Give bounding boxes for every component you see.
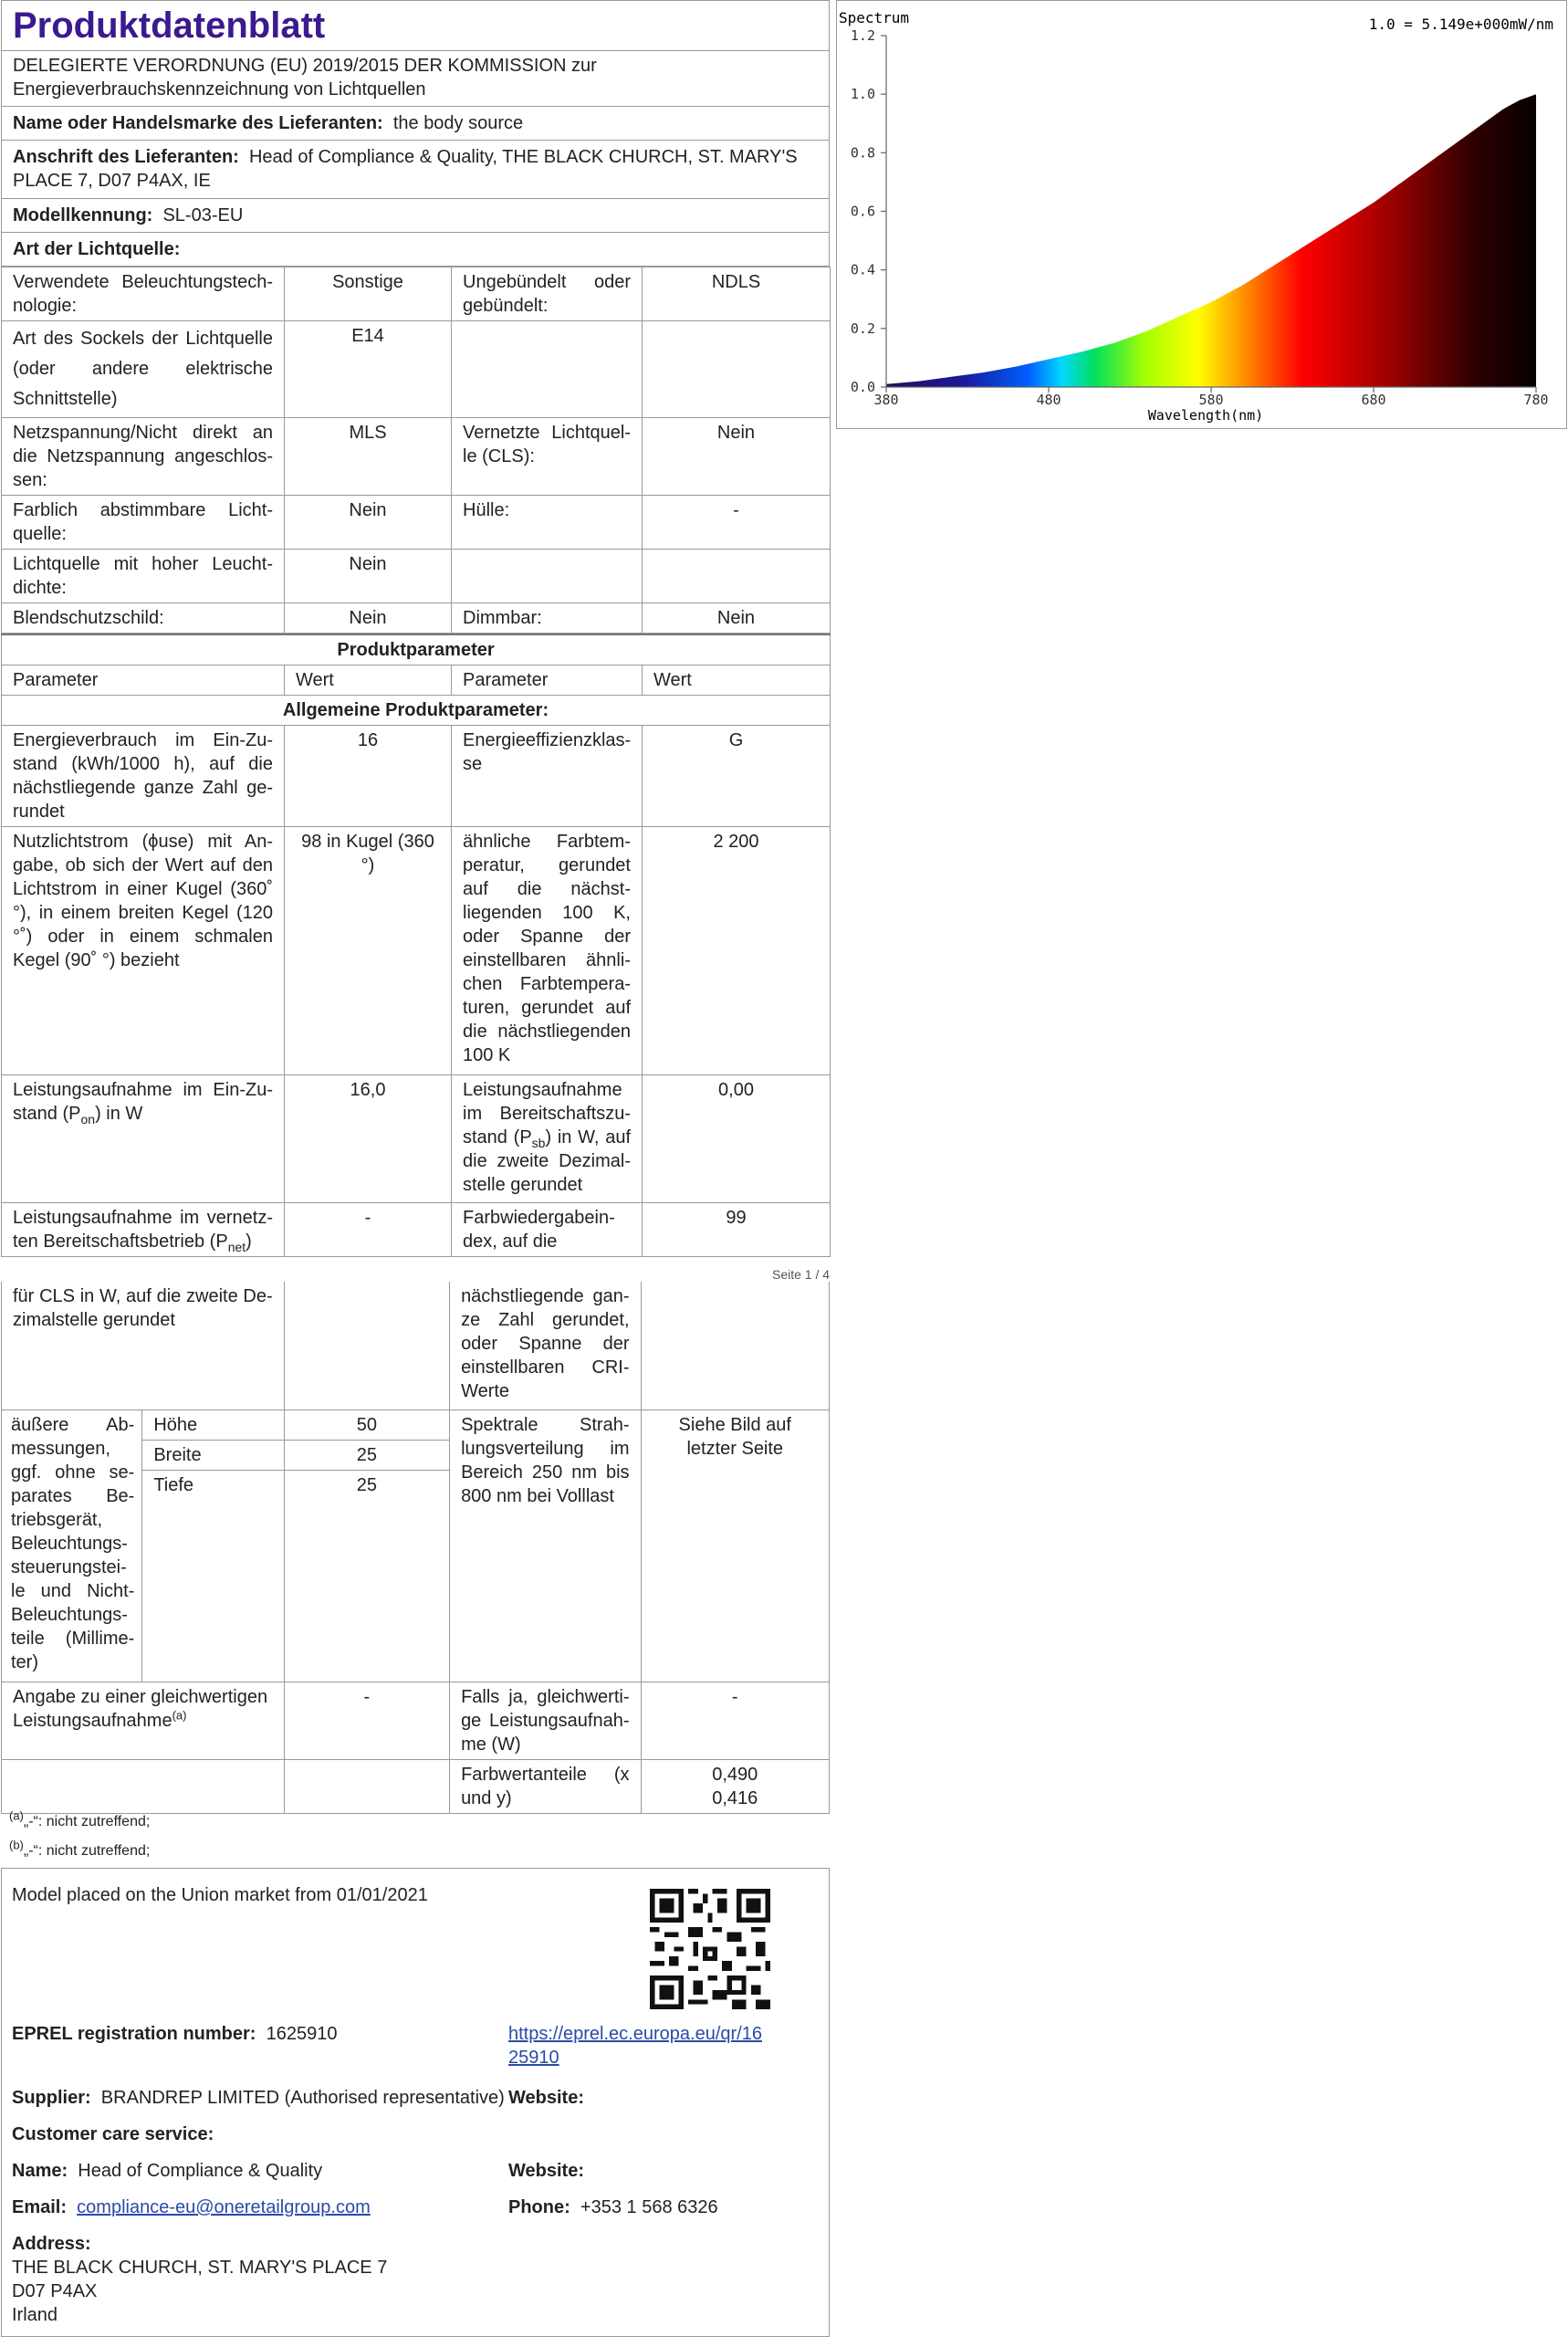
height-label: Höhe: [142, 1410, 284, 1440]
type-row-label: Hülle:: [452, 496, 643, 550]
luminous-flux-value: 98 in Kugel (360 °): [285, 827, 452, 1075]
spectrum-area: [886, 94, 1536, 387]
dimensions-label: äußere Abmessungen, ggf. ohne separates Betriebsgerät, Beleuchtungssteuerungsteile und Nicht-Beleuchtungsteile (Millimeter): [2, 1410, 142, 1682]
eprel-value: 1625910: [266, 2024, 338, 2044]
type-row-value: Sonstige: [285, 267, 452, 321]
model-value: SL-03-EU: [162, 205, 244, 225]
power-on-value: 16,0: [285, 1075, 452, 1203]
customer-care-label: Customer care service:: [12, 2124, 214, 2144]
chromaticity-value: 0,490 0,416: [641, 1759, 829, 1813]
supplier-name-row: [2, 107, 830, 141]
y-tick-label: 0.0: [850, 379, 875, 395]
supplier-address-row: [2, 141, 830, 199]
type-row-value: MLS: [285, 418, 452, 496]
depth-value: 25: [284, 1470, 449, 1682]
width-label: Breite: [142, 1440, 284, 1470]
type-row-value: Nein: [285, 550, 452, 603]
phone-row: [508, 2196, 718, 2219]
website-label: Website:: [508, 2088, 584, 2108]
model-row: [2, 199, 830, 233]
email-row: [12, 2196, 371, 2219]
supplier-name-label: Name oder Handelsmarke des Lieferanten:: [13, 113, 383, 133]
params-col-header: Parameter: [452, 665, 643, 696]
power-networked-value: -: [285, 1203, 452, 1257]
type-row-label: [452, 550, 643, 603]
spectrum-chart: [836, 0, 1567, 429]
width-value: 25: [284, 1440, 449, 1470]
params-col-header: Wert: [285, 665, 452, 696]
contact-name-label: Name:: [12, 2161, 68, 2181]
equivalent-power-value: -: [284, 1682, 449, 1759]
type-row-label: Art des Sockels der Lichtquelle (oder andere elektrische Schnittstelle): [2, 321, 285, 418]
market-date-text: Model placed on the Union market from 01/01/2021: [12, 1885, 428, 1905]
type-row-label: Vernetzte Lichtquelle (CLS):: [452, 418, 643, 496]
power-standby-value: 0,00: [643, 1075, 831, 1203]
empty-cell: [641, 1282, 829, 1410]
address-line: THE BLACK CHURCH, ST. MARY'S PLACE 7: [12, 2258, 388, 2278]
address-label: Address:: [12, 2234, 91, 2254]
energy-consumption-value: 16: [285, 726, 452, 827]
equivalent-power-w-label: Falls ja, gleichwertige Leistungsaufnahme (W): [450, 1682, 641, 1759]
phone-value: +353 1 568 6326: [580, 2197, 718, 2217]
params-table-continued: [1, 1282, 830, 1814]
type-table: [1, 267, 831, 634]
equivalent-power-label: Angabe zu einer gleichwertigen Leistungsaufnahme$^{(a)}$: [2, 1682, 285, 1759]
regulation-text: DELEGIERTE VERORDNUNG (EU) 2019/2015 DER KOMMISSION zur Energieverbrauchskennzeichnung von Lichtquellen: [2, 51, 830, 107]
chromaticity-label: Farbwertanteile (x und y): [450, 1759, 641, 1813]
type-row-label: Ungebündelt oder gebündelt:: [452, 267, 643, 321]
page-number: Seite 1 / 4: [772, 1267, 831, 1282]
params-table: [1, 634, 831, 1257]
cct-label: ähnliche Farbtemperatur, gerundet auf die nächstliegenden 100 K, oder Spanne der einstellbaren ähnlichen Farbtemperaturen, gerundet auf die nächstliegenden 100 K: [452, 827, 643, 1075]
type-row-value: [643, 550, 831, 603]
type-row-value: Nein: [285, 603, 452, 634]
depth-label: Tiefe: [142, 1470, 284, 1682]
energy-class-value: G: [643, 726, 831, 827]
y-tick-label: 1.2: [850, 27, 875, 44]
energy-consumption-label: Energieverbrauch im Ein-Zustand (kWh/1000 h), auf die nächstliegende ganze Zahl gerundet: [2, 726, 285, 827]
cri-label-cont: nächstliegende ganze Zahl gerundet, oder Spanne der einstellbaren CRI-Werte: [450, 1282, 641, 1410]
y-ticks: [851, 27, 875, 395]
type-row-label: Lichtquelle mit hoher Leuchtdichte:: [2, 550, 285, 603]
type-row-label: Verwendete Beleuchtungstechnologie:: [2, 267, 285, 321]
contact-name-value: Head of Compliance & Quality: [78, 2161, 323, 2181]
eprel-label: EPREL registration number:: [12, 2024, 256, 2044]
type-row-value: NDLS: [643, 267, 831, 321]
type-row-value: Nein: [643, 418, 831, 496]
phone-label: Phone:: [508, 2197, 570, 2217]
supplier-value: BRANDREP LIMITED (Authorised representative): [100, 2088, 505, 2108]
equivalent-power-w-value: -: [641, 1682, 829, 1759]
type-row-value: [643, 321, 831, 418]
spectrum-plot: [837, 1, 1566, 428]
datasheet: [1, 0, 830, 1257]
light-source-type-label: Art der Lichtquelle:: [2, 233, 830, 267]
website-label-2: Website:: [508, 2161, 584, 2181]
eprel-link[interactable]: https://eprel.ec.europa.eu/qr/16 25910: [508, 2024, 762, 2068]
x-ticks: [873, 392, 1548, 408]
params-col-header: Parameter: [2, 665, 285, 696]
email-link[interactable]: compliance-eu@oneretailgroup.com: [77, 2197, 371, 2217]
luminous-flux-label: Nutzlichtstrom (ϕuse) mit Angabe, ob sich der Wert auf den Lichtstrom in einer Kugel (360˚ °), in einem breiten Kegel (120 °˚) oder in einem schmalen Kegel (90˚ °) bezieht: [2, 827, 285, 1075]
empty-cell: [284, 1282, 449, 1410]
type-row-label: Dimmbar:: [452, 603, 643, 634]
x-tick-label: 380: [873, 392, 899, 408]
x-axis-label: Wavelength(nm): [1147, 407, 1264, 424]
address-line: Irland: [12, 2305, 58, 2325]
chart-annotation: 1.0 = 5.149e+000mW/nm: [1368, 16, 1553, 33]
y-tick-label: 0.2: [850, 320, 875, 337]
type-row-label: Farblich abstimmbare Lichtquelle:: [2, 496, 285, 550]
x-tick-label: 480: [1036, 392, 1061, 408]
x-tick-label: 780: [1523, 392, 1549, 408]
footnote-a: $^{(a)}$„-“: nicht zutreffend;: [9, 1808, 151, 1829]
eprel-row: [12, 2022, 337, 2046]
address-line: D07 P4AX: [12, 2281, 98, 2301]
empty-cell: [284, 1759, 449, 1813]
supplier-row: [12, 2086, 505, 2110]
power-networked-label: Leistungsaufnahme im vernetzten Bereitschaftsbetrieb $(P_{net})$: [2, 1203, 285, 1257]
energy-class-label: Energieeffizienzklasse: [452, 726, 643, 827]
empty-cell: [2, 1759, 285, 1813]
email-label: Email:: [12, 2197, 68, 2217]
supplier-label: Supplier:: [12, 2088, 91, 2108]
general-params-title: Allgemeine Produktparameter:: [2, 696, 831, 726]
spectral-distribution-label: Spektrale Strahlungsverteilung im Bereich 250 nm bis 800 nm bei Volllast: [450, 1410, 641, 1682]
type-row-label: Blendschutzschild:: [2, 603, 285, 634]
chart-title: Spectrum: [839, 9, 910, 26]
y-tick-label: 0.8: [850, 144, 875, 162]
type-row-value: -: [643, 496, 831, 550]
power-on-label: Leistungsaufnahme im Ein-Zustand $(P_{on})$ in W: [2, 1075, 285, 1203]
y-tick-label: 0.6: [850, 203, 875, 220]
y-tick-label: 0.4: [850, 261, 875, 278]
type-row-value: Nein: [643, 603, 831, 634]
power-standby-label: Leistungsaufnahme im Bereitschaftszustand $(P_{sb})$ in W, auf die zweite Dezimalstelle gerundet: [452, 1075, 643, 1203]
page-title: Produktdatenblatt: [2, 1, 830, 51]
cri-value: 99: [643, 1203, 831, 1257]
height-value: 50: [284, 1410, 449, 1440]
datasheet-continued: [1, 1282, 830, 1814]
spectral-distribution-value: Siehe Bild auf letzter Seite: [641, 1410, 829, 1682]
eprel-box: [1, 1868, 830, 2337]
type-row-value: E14: [285, 321, 452, 418]
footnote-b: $^{(b)}$„-“: nicht zutreffend;: [9, 1838, 151, 1859]
power-networked-label-cont: für CLS in W, auf die zweite Dezimalstelle gerundet: [2, 1282, 285, 1410]
supplier-address-label: Anschrift des Lieferanten:: [13, 147, 239, 167]
contact-name-row: [12, 2159, 322, 2183]
x-tick-label: 680: [1361, 392, 1386, 408]
qr-code-icon[interactable]: [650, 1889, 770, 2009]
supplier-name-value: the body source: [392, 113, 524, 133]
params-section-title: Produktparameter: [2, 634, 831, 665]
cct-value: 2 200: [643, 827, 831, 1075]
type-row-value: Nein: [285, 496, 452, 550]
type-row-label: Netzspannung/Nicht direkt an die Netzspannung angeschlossen:: [2, 418, 285, 496]
supplier-address-value: Head of Compliance & Quality, THE BLACK CHURCH, ST. MARY'S PLACE 7, D07 P4AX, IE: [13, 147, 798, 191]
x-tick-label: 580: [1198, 392, 1224, 408]
model-label: Modellkennung:: [13, 205, 153, 225]
header-table: [1, 0, 830, 267]
cri-label: Farbwiedergabeindex, auf die: [452, 1203, 643, 1257]
type-row-label: [452, 321, 643, 418]
y-tick-label: 1.0: [850, 86, 875, 103]
params-col-header: Wert: [643, 665, 831, 696]
